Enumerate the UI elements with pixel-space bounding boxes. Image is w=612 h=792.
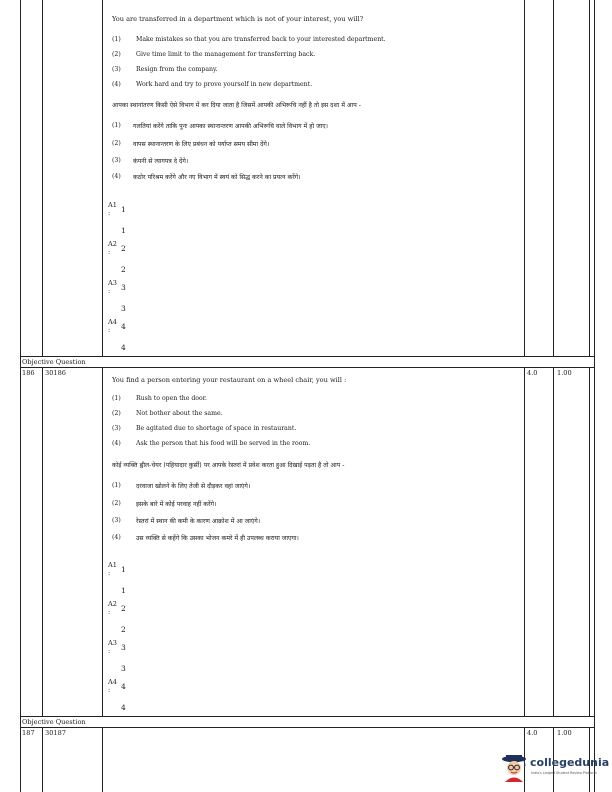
answer-value: 3: [121, 304, 126, 313]
question-number: 187: [22, 729, 35, 737]
option-text-hi: इसके बारे में कोई परवाह नहीं करेंगे।: [136, 501, 217, 508]
option-text-en: Not bother about the same.: [136, 410, 223, 417]
option-text-hi: रेस्तरां में स्थान की कमी के कारण आक्रोश में आ जाएंगे।: [136, 518, 261, 525]
answer-colon: :: [108, 248, 111, 256]
option-text-hi: उस व्यक्ति से कहेंगे कि उसका भोजन कमरे में ही उपलब्ध कराया जाएगा।: [136, 535, 299, 542]
column-divider: [102, 367, 103, 716]
option-number: (2): [112, 500, 121, 507]
option-number: (3): [112, 157, 121, 164]
option-text-hi: दरवाजा खोलने के लिए तेजी से दौड़कर वहां जाएंगे।: [136, 483, 251, 490]
question-marks: 4.0: [527, 729, 538, 737]
question-negative-marks: 1.00: [557, 729, 572, 737]
answer-value: 3: [121, 664, 126, 673]
answer-label: A4: [108, 318, 117, 326]
option-text-hi: कठोर परिश्रम करेंगे और नए विभाग में स्वयं को सिद्ध करने का प्रयत्न करेंगे।: [133, 174, 301, 181]
answer-colon: :: [108, 569, 111, 577]
answer-colon: :: [108, 647, 111, 655]
option-text-en: Resign from the company.: [136, 66, 218, 73]
option-number: (4): [112, 173, 121, 180]
option-text-en: Make mistakes so that you are transferred back to your interested department.: [136, 36, 386, 43]
option-number: (2): [112, 410, 121, 417]
option-number: (4): [112, 440, 121, 447]
answer-label: A1: [108, 561, 117, 569]
answer-colon: :: [108, 326, 111, 334]
collegedunia-logo-icon: [500, 752, 528, 782]
question-text-hi: आपका स्थानांतरण किसी ऐसे विभाग में कर दिया जाता है जिसमें आपकी अभिरूचि नहीं है तो इस दशा में आप -: [112, 102, 361, 109]
answer-index: 1: [121, 205, 126, 214]
column-divider: [42, 727, 43, 792]
section-label: Objective Question: [22, 718, 86, 726]
answer-value: 1: [121, 226, 126, 235]
answer-label: A2: [108, 240, 117, 248]
option-text-en: Be agitated due to shortage of space in restaurant.: [136, 425, 297, 432]
answer-label: A2: [108, 600, 117, 608]
option-number: (4): [112, 534, 121, 541]
answer-index: 2: [121, 604, 126, 613]
row-divider: [20, 727, 595, 728]
answer-label: A1: [108, 201, 117, 209]
answer-colon: :: [108, 287, 111, 295]
option-text-hi: कंपनी से त्यागपत्र दे देंगे।: [133, 158, 189, 165]
row-divider: [20, 367, 595, 368]
option-number: (3): [112, 425, 121, 432]
answer-index: 2: [121, 244, 126, 253]
question-id: 30187: [45, 729, 66, 737]
answer-value: 4: [121, 343, 126, 352]
question-text-en: You find a person entering your restaurant on a wheel chair, you will :: [112, 376, 347, 384]
answer-index: 4: [121, 322, 126, 331]
option-text-en: Give time limit to the management for transferring back.: [136, 51, 316, 58]
question-id: 30186: [45, 369, 66, 377]
column-divider: [589, 367, 590, 716]
option-text-hi: वापस स्थानान्तरण के लिए प्रबंधन को पर्याप्त समय सीमा देंगे।: [133, 141, 270, 148]
option-number: (3): [112, 66, 121, 73]
column-divider: [42, 367, 43, 716]
answer-index: 3: [121, 643, 126, 652]
answer-label: A3: [108, 639, 117, 647]
column-divider: [524, 367, 525, 716]
answer-colon: :: [108, 686, 111, 694]
option-text-hi: गलतियां करेंगे ताकि पुनः आपका स्थानान्तरण आपकी अभिरूचि वाले विभाग में हो जाए।: [133, 123, 329, 130]
option-number: (2): [112, 51, 121, 58]
table-border-right: [594, 0, 595, 792]
answer-colon: :: [108, 209, 111, 217]
column-divider: [589, 0, 590, 356]
column-divider: [553, 367, 554, 716]
option-number: (1): [112, 482, 121, 489]
option-number: (1): [112, 122, 121, 129]
answer-value: 4: [121, 703, 126, 712]
option-number: (3): [112, 517, 121, 524]
table-border-left: [20, 0, 21, 792]
section-label: Objective Question: [22, 358, 86, 366]
brand-name: collegedunia: [530, 756, 610, 769]
option-number: (2): [112, 140, 121, 147]
option-number: (1): [112, 36, 121, 43]
answer-index: 4: [121, 682, 126, 691]
question-text-hi: कोई व्यक्ति ह्वील-चेयर (पहियादार कुर्सी) पर आपके रेस्तरां में प्रवेश करता हुआ दिखाई पड़ता है तो आप -: [112, 462, 345, 469]
option-text-en: Rush to open the door.: [136, 395, 208, 402]
answer-index: 3: [121, 283, 126, 292]
brand-tagline: India's Largest Student Review Platform: [531, 771, 597, 775]
answer-value: 1: [121, 586, 126, 595]
row-divider: [20, 356, 595, 357]
question-text-en: You are transferred in a department which is not of your interest, you will?: [112, 15, 364, 23]
column-divider: [553, 0, 554, 356]
column-divider: [102, 727, 103, 792]
answer-value: 2: [121, 265, 126, 274]
column-divider: [102, 0, 103, 356]
question-marks: 4.0: [527, 369, 538, 377]
question-negative-marks: 1.00: [557, 369, 572, 377]
column-divider: [524, 0, 525, 356]
row-divider: [20, 716, 595, 717]
answer-value: 2: [121, 625, 126, 634]
option-number: (4): [112, 81, 121, 88]
answer-label: A3: [108, 279, 117, 287]
column-divider: [42, 0, 43, 356]
option-text-en: Work hard and try to prove yourself in new department.: [136, 81, 313, 88]
question-number: 186: [22, 369, 35, 377]
answer-colon: :: [108, 608, 111, 616]
answer-index: 1: [121, 565, 126, 574]
option-text-en: Ask the person that his food will be served in the room.: [136, 440, 311, 447]
option-number: (1): [112, 395, 121, 402]
answer-label: A4: [108, 678, 117, 686]
